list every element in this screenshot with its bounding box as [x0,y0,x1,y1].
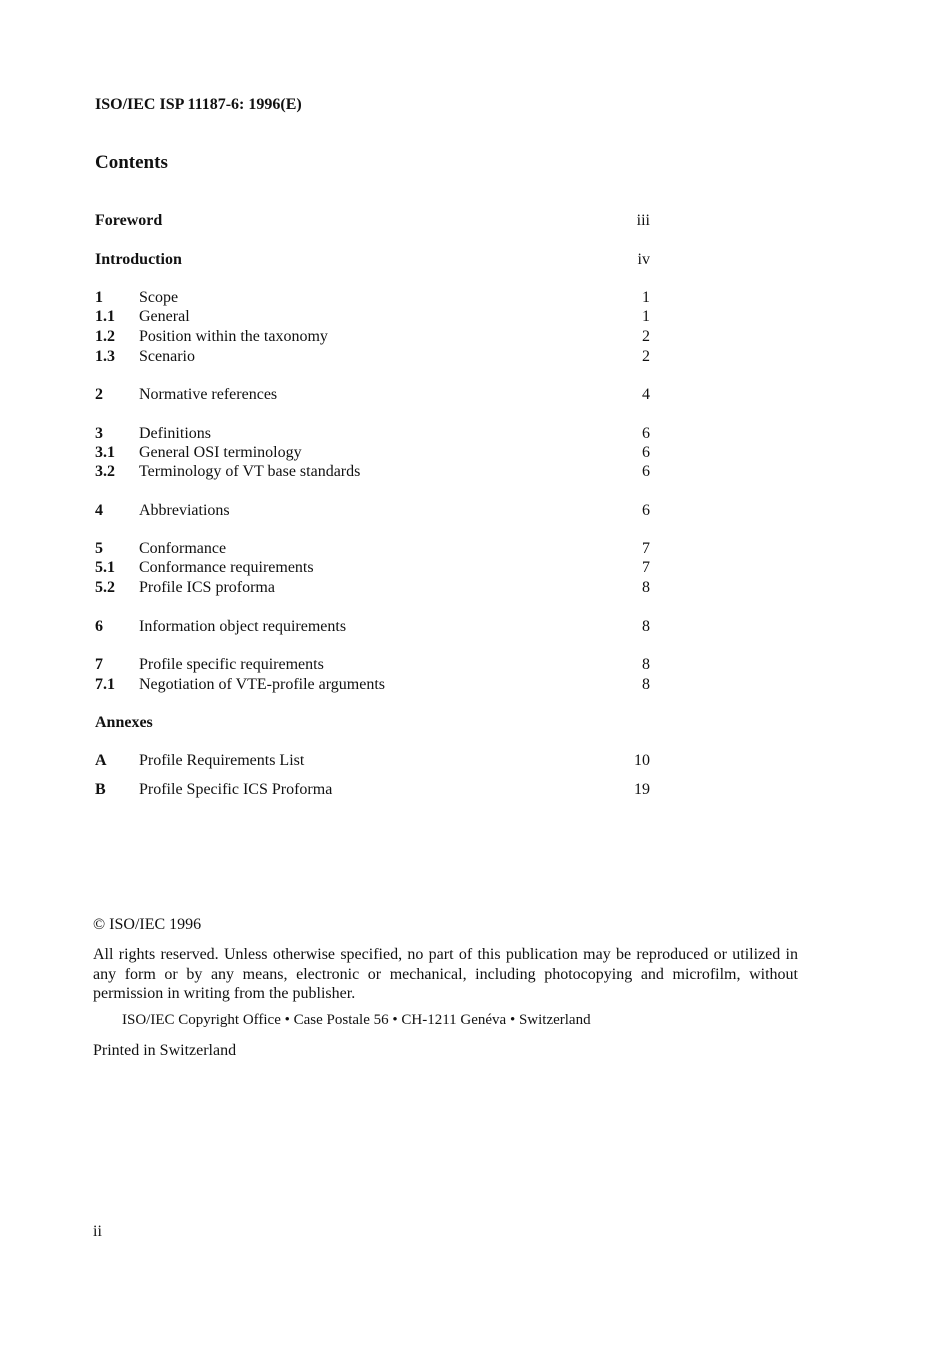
toc-entry [0,656,950,676]
toc-entry-number: 3.1 [95,444,115,461]
copyright-office-address: ISO/IEC Copyright Office • Case Postale 56 • CH-1211 Genéva • Switzerland [122,1012,591,1028]
toc-entry-number: 7.1 [95,676,115,693]
toc-entry-title: Definitions [139,425,211,442]
document-header: ISO/IEC ISP 11187-6: 1996(E) [95,96,302,113]
toc-entry [0,425,950,445]
toc-entry-title: Conformance requirements [139,559,314,576]
toc-entry-foreword [0,212,950,232]
toc-entry [0,502,950,522]
toc-entry-title: Scenario [139,348,195,365]
toc-entry [0,579,950,599]
toc-section-title: Annexes [95,714,153,731]
toc-entry-title: Terminology of VT base standards [139,463,361,480]
rights-statement: All rights reserved. Unless otherwise specified, no part of this publication may be reproduced or utilized in any form or by any means, electronic or mechanical, including photocopying and microfilm, without permission in writing from the publisher. [93,946,798,1002]
toc-entry [0,618,950,638]
toc-entry [0,781,950,801]
toc-entry-page: 6 [642,502,650,519]
toc-entry-page: 6 [642,425,650,442]
toc-entry-title: Information object requirements [139,618,347,635]
toc-entry-page: 7 [642,540,650,557]
toc-entry-page: 1 [642,308,650,325]
toc-entry-page: iii [636,212,650,229]
toc-entry-number: 7 [95,656,103,673]
toc-entry-title: Normative references [139,386,278,403]
contents-title: Contents [95,152,168,173]
toc-entry-number: 1 [95,289,103,306]
toc-entry-number: 3 [95,425,103,442]
toc-entry-number: 3.2 [95,463,115,480]
toc-entry-page: 8 [642,676,650,693]
toc-entry [0,308,950,328]
toc-entry-number: 1.2 [95,328,115,345]
toc-entry [0,463,950,483]
toc-entry-number: 5.1 [95,559,115,576]
printed-in: Printed in Switzerland [93,1042,237,1059]
toc-entry-title: Profile Requirements List [139,752,305,769]
toc-entry [0,752,950,772]
toc-entry-title: Introduction [95,251,182,268]
page-number: ii [93,1223,102,1240]
toc-entry-number: 1.1 [95,308,115,325]
toc-entry-page: 8 [642,618,650,635]
toc-entry-introduction [0,251,950,271]
toc-entry-page: 6 [642,463,650,480]
toc-entry [0,328,950,348]
toc-entry [0,386,950,406]
toc-entry-title: Position within the taxonomy [139,328,328,345]
toc-entry-page: 6 [642,444,650,461]
toc-entry-page: 1 [642,289,650,306]
toc-section-annexes [0,714,950,734]
toc-entry-page: iv [637,251,650,268]
toc-entry [0,540,950,560]
toc-entry-page: 10 [634,752,650,769]
toc-entry-title: General OSI terminology [139,444,302,461]
copyright-notice: © ISO/IEC 1996 [93,916,202,933]
toc-entry-page: 7 [642,559,650,576]
toc-entry [0,348,950,368]
toc-entry [0,559,950,579]
toc-entry-number: 2 [95,386,103,403]
toc-entry [0,676,950,696]
toc-entry-title: Profile ICS proforma [139,579,275,596]
toc-entry-page: 8 [642,579,650,596]
toc-entry-title: Abbreviations [139,502,230,519]
toc-entry-page: 19 [634,781,650,798]
toc-entry-page: 4 [642,386,650,403]
toc-entry-page: 2 [642,348,650,365]
toc-entry-number: A [95,752,107,769]
toc-entry-number: 5.2 [95,579,115,596]
toc-entry-title: Conformance [139,540,227,557]
toc-entry-title: Profile Specific ICS Proforma [139,781,333,798]
toc-entry-number: 6 [95,618,103,635]
toc-entry-title: General [139,308,190,325]
toc-entry-title: Negotiation of VTE-profile arguments [139,676,386,693]
toc-entry-number: B [95,781,106,798]
toc-entry-title: Profile specific requirements [139,656,324,673]
toc-entry-number: 4 [95,502,103,519]
toc-entry-number: 1.3 [95,348,115,365]
toc-entry-title: Scope [139,289,179,306]
toc-entry-title: Foreword [95,212,163,229]
toc-entry [0,444,950,464]
toc-entry [0,289,950,309]
toc-entry-page: 8 [642,656,650,673]
toc-entry-number: 5 [95,540,103,557]
toc-entry-page: 2 [642,328,650,345]
